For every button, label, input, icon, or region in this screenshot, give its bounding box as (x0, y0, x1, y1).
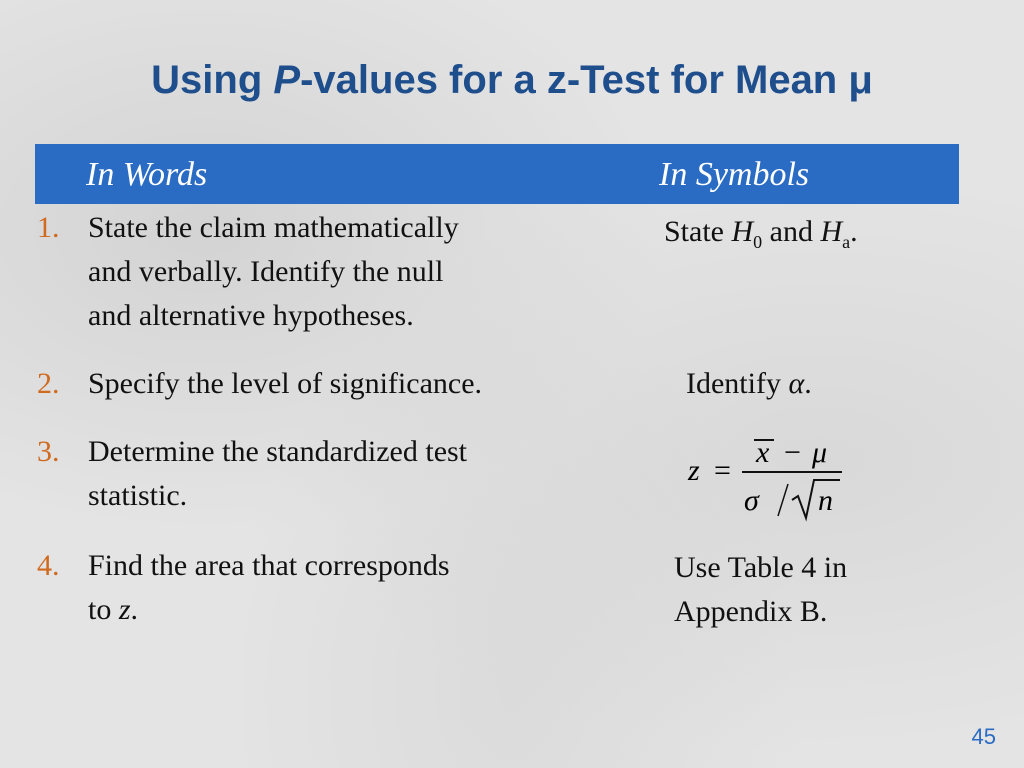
step-description: Determine the standardized test statistic. (88, 435, 468, 512)
step-description: Find the area that corresponds to z. (88, 549, 450, 626)
svg-text:z: z (688, 454, 700, 487)
step-symbol: Use Table 4 in Appendix B. (674, 551, 848, 628)
step-description: Specify the level of significance. (88, 367, 483, 400)
step-number: 4. (37, 549, 60, 582)
table-header (35, 144, 959, 204)
step-number: 3. (37, 435, 60, 468)
step-number: 1. (37, 211, 60, 244)
svg-text:n: n (818, 484, 833, 517)
svg-text:x: x (756, 436, 770, 469)
svg-text:=: = (714, 454, 731, 487)
step-description: State the claim mathematically and verbally. Identify the null and alternative hypotheses. (88, 211, 459, 332)
svg-text:σ: σ (744, 484, 759, 517)
svg-text:−: − (784, 436, 801, 469)
svg-text:μ: μ (812, 436, 828, 469)
step-symbol: State $H_0$ and $H_a$. (664, 215, 858, 252)
header-in-words: In Words (86, 156, 208, 193)
header-in-symbols: In Symbols (659, 156, 810, 193)
step-symbol: Identify α. (686, 367, 812, 400)
z-score-formula (680, 432, 850, 532)
step-number: 2. (37, 367, 60, 400)
page-number: 45 (971, 724, 996, 749)
slide-title: Using P-values for a z-Test for Mean μ (151, 58, 873, 102)
